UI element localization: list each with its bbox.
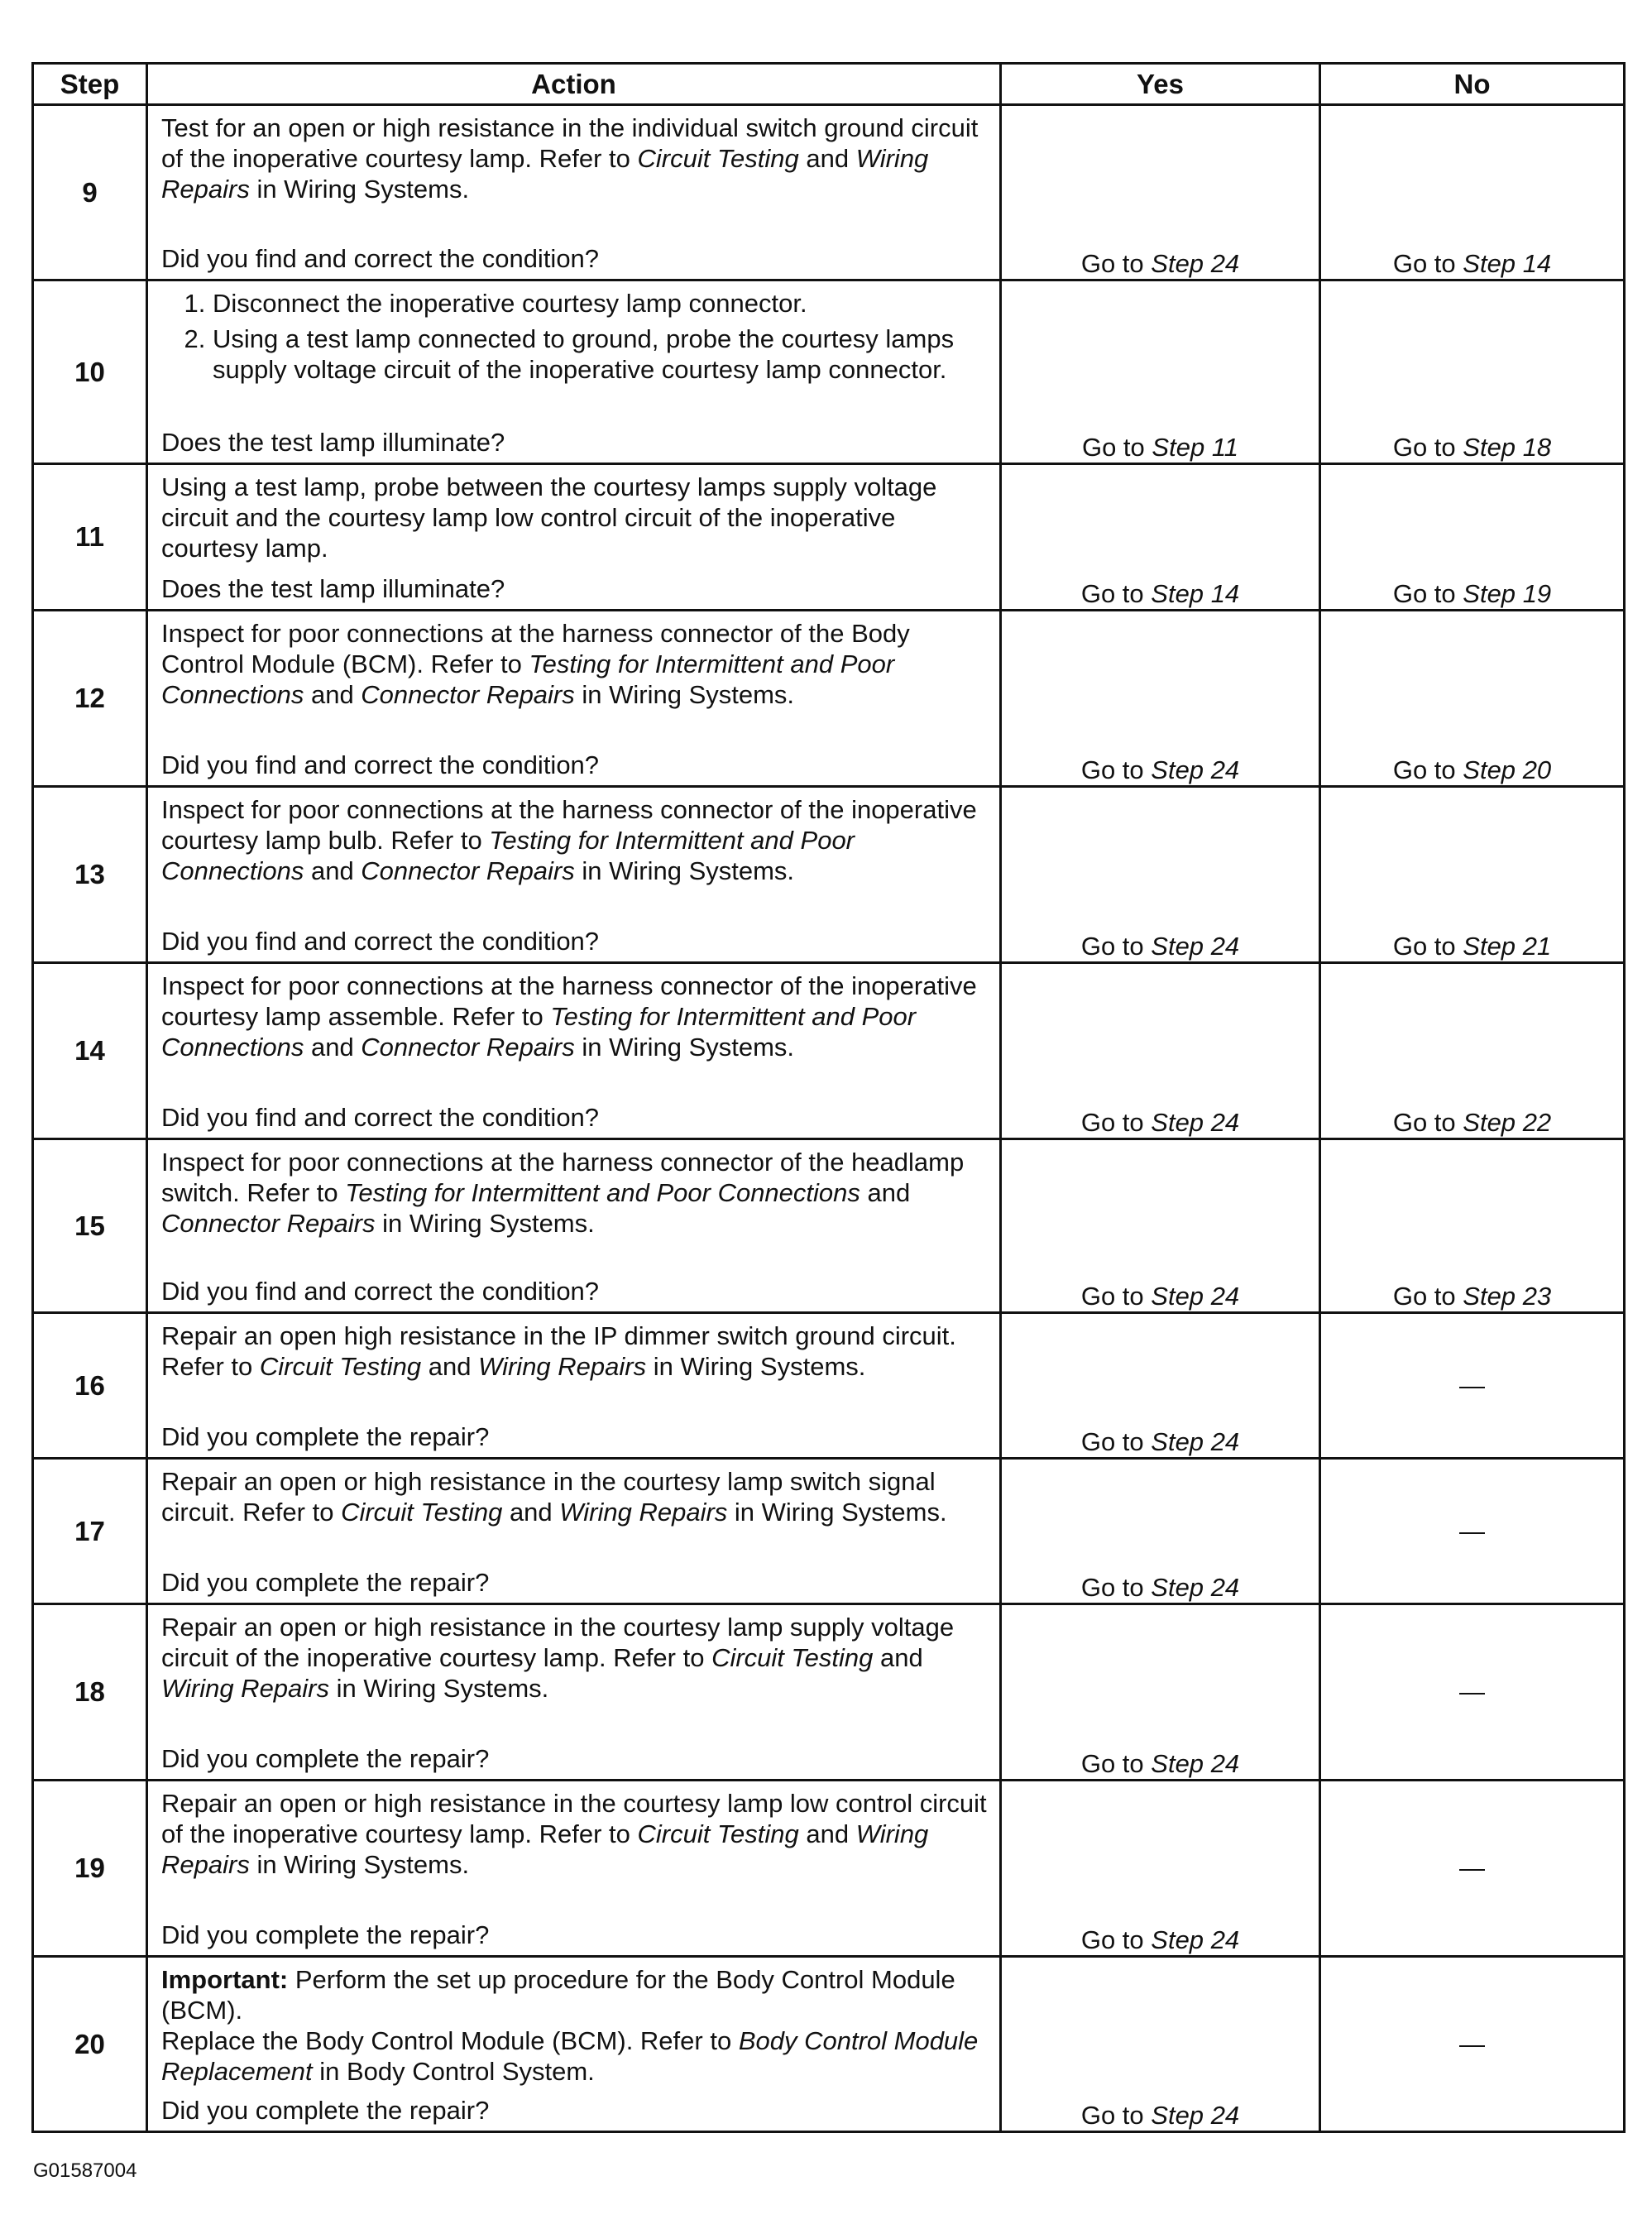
- action-cell: [147, 1957, 1001, 2132]
- action-question: Did you complete the repair?: [161, 1920, 490, 1949]
- action-cell: [147, 280, 1001, 464]
- no-cell: Go to Step 22: [1320, 963, 1625, 1139]
- step-number: 16: [33, 1313, 147, 1459]
- action-cell: [147, 1313, 1001, 1459]
- action-cell: [147, 464, 1001, 611]
- step-number: 14: [33, 963, 147, 1139]
- action-question: Did you complete the repair?: [161, 1744, 490, 1773]
- action-cell: [147, 963, 1001, 1139]
- no-cell-dash: —: [1320, 1957, 1625, 2132]
- step-number: 20: [33, 1957, 147, 2132]
- no-cell: Go to Step 14: [1320, 105, 1625, 280]
- header-no: No: [1320, 64, 1625, 105]
- step-number: 19: [33, 1781, 147, 1957]
- yes-cell: Go to Step 24: [1001, 1139, 1320, 1313]
- no-cell: Go to Step 18: [1320, 280, 1625, 464]
- action-question: Does the test lamp illuminate?: [161, 574, 505, 603]
- no-cell-dash: —: [1320, 1313, 1625, 1459]
- yes-cell: Go to Step 24: [1001, 1313, 1320, 1459]
- list-item: 2. Using a test lamp connected to ground, probe the courtesy lamps supply voltage circuit of the inoperative courtesy lamp connector.: [213, 324, 989, 385]
- table-row: [33, 1139, 1625, 1313]
- table-row: [33, 1957, 1625, 2132]
- table-row: [33, 1313, 1625, 1459]
- diagnostic-table: [31, 62, 1626, 2133]
- no-cell: Go to Step 21: [1320, 787, 1625, 963]
- table-row: [33, 611, 1625, 787]
- action-question: Did you find and correct the condition?: [161, 927, 600, 956]
- table-row: [33, 105, 1625, 280]
- action-text: Repair an open or high resistance in the courtesy lamp switch signal circuit. Refer to Circuit Testing and Wiring Repairs in Wiring Systems.: [161, 1467, 947, 1527]
- step-number: 9: [33, 105, 147, 280]
- yes-cell: Go to Step 14: [1001, 464, 1320, 611]
- action-cell: [147, 611, 1001, 787]
- yes-cell: Go to Step 24: [1001, 105, 1320, 280]
- action-question: Did you find and correct the condition?: [161, 1103, 600, 1132]
- action-question: Did you complete the repair?: [161, 1422, 490, 1451]
- table-row: [33, 787, 1625, 963]
- table-row: [33, 1781, 1625, 1957]
- step-number: 18: [33, 1604, 147, 1781]
- action-text: Repair an open or high resistance in the courtesy lamp supply voltage circuit of the inoperative courtesy lamp. Refer to Circuit Testing and Wiring Repairs in Wiring Systems.: [161, 1613, 955, 1703]
- action-cell: [147, 787, 1001, 963]
- no-cell-dash: —: [1320, 1781, 1625, 1957]
- list-item: 1. Disconnect the inoperative courtesy lamp connector.: [213, 288, 989, 319]
- action-question: Did you find and correct the condition?: [161, 1277, 600, 1306]
- important-note: Important: Perform the set up procedure for the Body Control Module (BCM).: [161, 1965, 955, 2025]
- step-number: 17: [33, 1459, 147, 1604]
- action-text: Inspect for poor connections at the harness connector of the headlamp switch. Refer to Testing for Intermittent and Poor Connections and Connector Repairs in Wiring Systems.: [161, 1148, 965, 1238]
- header-action: Action: [147, 64, 1001, 105]
- yes-cell: Go to Step 11: [1001, 280, 1320, 464]
- no-cell: Go to Step 20: [1320, 611, 1625, 787]
- no-cell-dash: —: [1320, 1459, 1625, 1604]
- action-cell: [147, 1604, 1001, 1781]
- action-question: Does the test lamp illuminate?: [161, 428, 505, 457]
- yes-cell: Go to Step 24: [1001, 1781, 1320, 1957]
- table-row: [33, 280, 1625, 464]
- action-question: Did you find and correct the condition?: [161, 750, 600, 779]
- table-header-row: [33, 64, 1625, 105]
- action-text: Inspect for poor connections at the harness connector of the inoperative courtesy lamp assemble. Refer to Testing for Intermittent and Poor Connections and Connector Repairs in Wiring Systems.: [161, 971, 977, 1062]
- table-row: [33, 1459, 1625, 1604]
- action-steps-list: [161, 288, 989, 390]
- step-number: 12: [33, 611, 147, 787]
- yes-cell: Go to Step 24: [1001, 1957, 1320, 2132]
- figure-code: G01587004: [33, 2159, 137, 2182]
- step-number: 10: [33, 280, 147, 464]
- action-text: Repair an open high resistance in the IP dimmer switch ground circuit. Refer to Circuit Testing and Wiring Repairs in Wiring Systems.: [161, 1321, 956, 1381]
- header-step: Step: [33, 64, 147, 105]
- step-number: 11: [33, 464, 147, 611]
- action-cell: [147, 105, 1001, 280]
- table-row: [33, 464, 1625, 611]
- action-question: Did you complete the repair?: [161, 2096, 490, 2125]
- action-question: Did you find and correct the condition?: [161, 244, 600, 273]
- important-label: Important:: [161, 1965, 289, 1994]
- table-row: [33, 1604, 1625, 1781]
- no-cell: Go to Step 23: [1320, 1139, 1625, 1313]
- action-text: Inspect for poor connections at the harness connector of the Body Control Module (BCM). Refer to Testing for Intermittent and Poor Connections and Connector Repairs in Wiring Systems.: [161, 619, 910, 709]
- no-cell: Go to Step 19: [1320, 464, 1625, 611]
- no-cell-dash: —: [1320, 1604, 1625, 1781]
- action-cell: [147, 1459, 1001, 1604]
- action-text: Replace the Body Control Module (BCM). Refer to Body Control Module Replacement in Body Control System.: [161, 2026, 979, 2086]
- yes-cell: Go to Step 24: [1001, 1604, 1320, 1781]
- action-text: Repair an open or high resistance in the courtesy lamp low control circuit of the inoperative courtesy lamp. Refer to Circuit Testing and Wiring Repairs in Wiring Systems.: [161, 1789, 987, 1879]
- yes-cell: Go to Step 24: [1001, 963, 1320, 1139]
- step-number: 15: [33, 1139, 147, 1313]
- action-text: Using a test lamp, probe between the courtesy lamps supply voltage circuit and the courtesy lamp low control circuit of the inoperative courtesy lamp.: [161, 472, 937, 563]
- action-text: Test for an open or high resistance in the individual switch ground circuit of the inoperative courtesy lamp. Refer to Circuit Testing and Wiring Repairs in Wiring Systems.: [161, 113, 979, 204]
- yes-cell: Go to Step 24: [1001, 1459, 1320, 1604]
- action-question: Did you complete the repair?: [161, 1568, 490, 1597]
- yes-cell: Go to Step 24: [1001, 611, 1320, 787]
- action-text: Inspect for poor connections at the harness connector of the inoperative courtesy lamp bulb. Refer to Testing for Intermittent and Poor Connections and Connector Repairs in Wiring Systems.: [161, 795, 977, 885]
- header-yes: Yes: [1001, 64, 1320, 105]
- table-row: [33, 963, 1625, 1139]
- action-cell: [147, 1781, 1001, 1957]
- step-number: 13: [33, 787, 147, 963]
- yes-cell: Go to Step 24: [1001, 787, 1320, 963]
- action-cell: [147, 1139, 1001, 1313]
